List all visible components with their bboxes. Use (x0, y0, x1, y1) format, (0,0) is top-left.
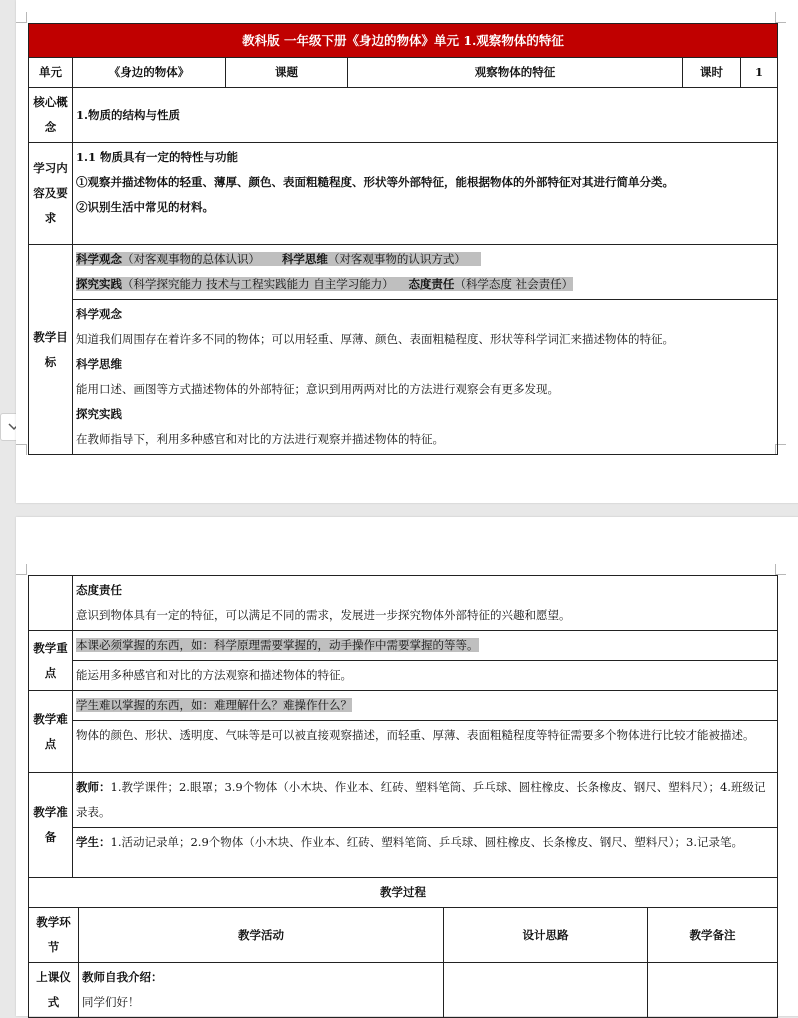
difficulties-hint: 学生难以掌握的东西，如：难理解什么？难操作什么？ (76, 698, 352, 712)
period-label: 课时 (683, 58, 741, 88)
lesson-plan-table-part2 (28, 575, 778, 1018)
goal-section-title: 科学观念 (76, 307, 122, 321)
key-points-hint: 本课必须掌握的东西，如：科学原理需要掌握的，动手操作中需要掌握的等等。 (76, 638, 479, 652)
key-points-text: 能运用多种感官和对比的方法观察和描述物体的特征。 (73, 661, 778, 691)
margin-corner-mark (775, 12, 786, 23)
learning-line-1: 1.1 物质具有一定的特性与功能 (76, 150, 239, 164)
difficulties-hint-cell (73, 691, 778, 721)
teaching-goals-label: 教学目标 (29, 245, 73, 455)
goal-section-text: 意识到物体具有一定的特征，可以满足不同的需求，发展进一步探究物体外部特征的兴趣和愿望。 (76, 608, 571, 622)
col-header-design: 设计思路 (444, 908, 648, 963)
col-header-stage: 教学环节 (29, 908, 79, 963)
lesson-plan-table-part1 (28, 23, 778, 455)
continued-label-cell (29, 576, 73, 631)
learning-requirements-content (73, 143, 778, 245)
learning-line-3: ②识别生活中常见的材料。 (76, 200, 214, 214)
learning-line-2: ①观察并描述物体的轻重、薄厚、颜色、表面粗糙程度、形状等外部特征，能根据物体的外部特征对其进行简单分类。 (76, 175, 674, 189)
difficulties-text: 物体的颜色、形状、透明度、气味等是可以被直接观察描述，而轻重、厚薄、表面粗糙程度等特征需要多个物体进行比较才能被描述。 (73, 721, 778, 773)
col-header-notes: 教学备注 (648, 908, 778, 963)
preparation-label: 教学准备 (29, 773, 73, 878)
core-concept-value: 1.物质的结构与性质 (73, 88, 778, 143)
margin-corner-mark (16, 444, 27, 455)
teacher-prep: 教师：1.教学课件；2.眼罩；3.9个物体（小木块、作业本、红砖、塑料笔筒、乒乓球、圆柱橡皮、长条橡皮、钢尺、塑料尺）；4.班级记录表。 (73, 773, 778, 828)
activity-text: 同学们好！ (82, 995, 140, 1009)
goals-key-legend (73, 245, 778, 300)
margin-corner-mark (16, 564, 27, 575)
unit-value: 《身边的物体》 (73, 58, 226, 88)
margin-corner-mark (775, 564, 786, 575)
goals-content (73, 300, 778, 455)
key-legend-line-1: 科学观念（对客观事物的总体认识） 科学思维（对客观事物的认识方式） (76, 252, 481, 266)
key-legend-line-2: 探究实践（科学探究能力 技术与工程实践能力 自主学习能力） 态度责任（科学态度 社会责任） (76, 277, 574, 291)
col-header-activity: 教学活动 (79, 908, 444, 963)
row-notes-content (648, 963, 778, 1018)
period-value: 1 (741, 58, 778, 88)
margin-corner-mark (16, 12, 27, 23)
activity-heading: 教师自我介绍： (82, 970, 163, 984)
goal-section-text: 知道我们周围存在着许多不同的物体；可以用轻重、厚薄、颜色、表面粗糙程度、形状等科学词汇来描述物体的特征。 (76, 332, 674, 346)
core-concept-label: 核心概念 (29, 88, 73, 143)
document-page-1 (16, 0, 798, 503)
goal-section-title: 科学思维 (76, 357, 122, 371)
goal-section-text: 在教师指导下，利用多种感官和对比的方法进行观察并描述物体的特征。 (76, 432, 444, 446)
key-points-hint-cell (73, 631, 778, 661)
row-activity-content (79, 963, 444, 1018)
key-points-label: 教学重点 (29, 631, 73, 691)
row-stage-ceremony: 上课仪式 (29, 963, 79, 1018)
page-title: 教科版 一年级下册《身边的物体》单元 1.观察物体的特征 (29, 24, 778, 58)
attitude-goal-content (73, 576, 778, 631)
unit-label: 单元 (29, 58, 73, 88)
topic-value: 观察物体的特征 (348, 58, 683, 88)
difficulties-label: 教学难点 (29, 691, 73, 773)
goal-section-title: 探究实践 (76, 407, 122, 421)
learning-requirements-label: 学习内容及要求 (29, 143, 73, 245)
goal-section-text: 能用口述、画图等方式描述物体的外部特征；意识到用两两对比的方法进行观察会有更多发现。 (76, 382, 559, 396)
student-prep: 学生：1.活动记录单；2.9个物体（小木块、作业本、红砖、塑料笔筒、乒乓球、圆柱橡皮、长条橡皮、钢尺、塑料尺）；3.记录笔。 (73, 828, 778, 878)
document-page-2 (16, 517, 798, 1016)
process-title: 教学过程 (29, 878, 778, 908)
goal-section-title: 态度责任 (76, 583, 122, 597)
topic-label: 课题 (226, 58, 348, 88)
row-design-content (444, 963, 648, 1018)
